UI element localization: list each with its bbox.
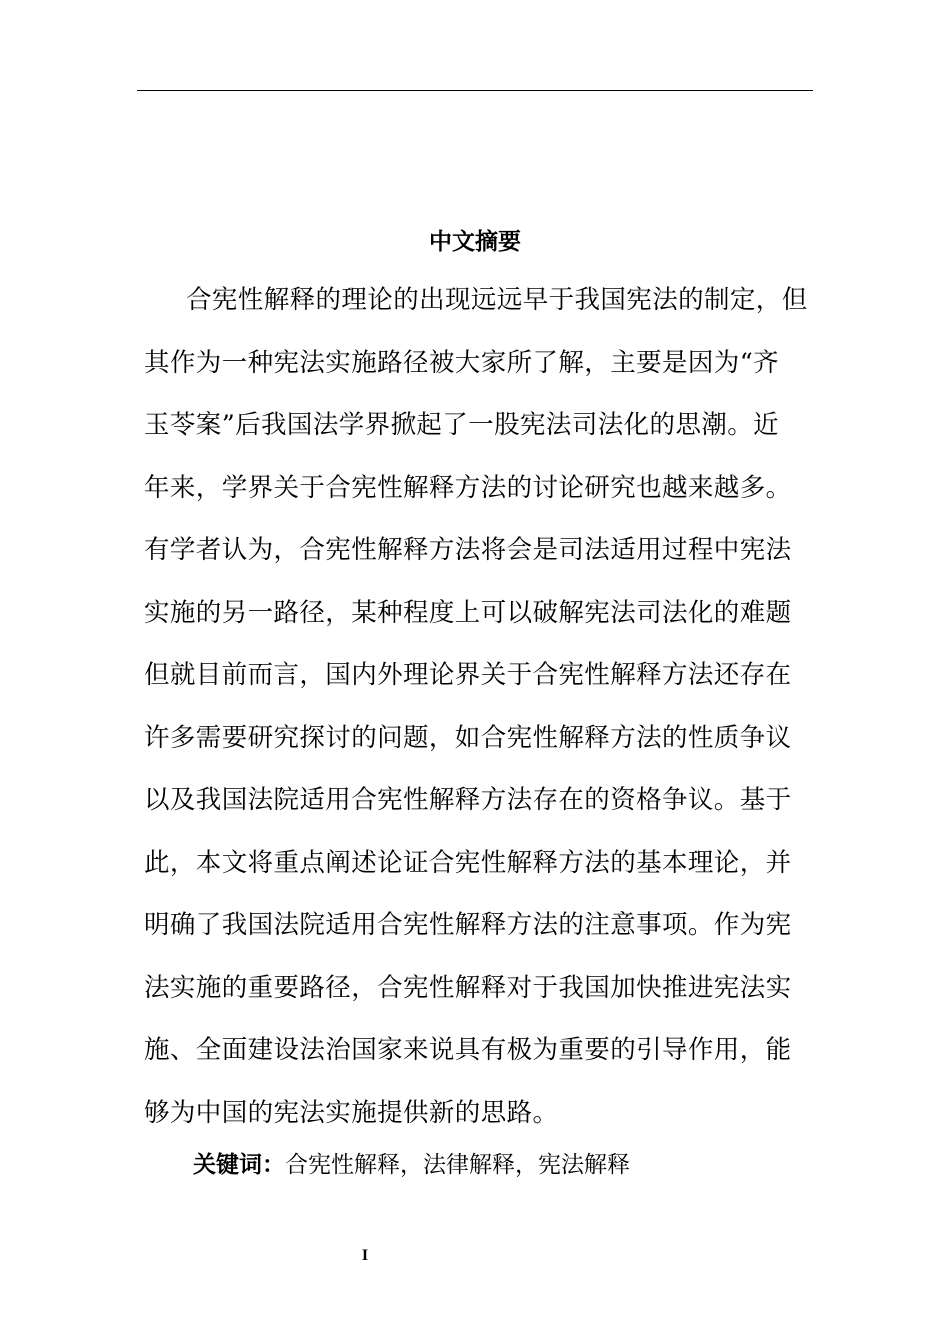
- abstract-line: 但就目前而言，国内外理论界关于合宪性解释方法还存在: [144, 660, 792, 690]
- abstract-body: [144, 281, 808, 1156]
- header-rule: [137, 90, 813, 91]
- abstract-line: 许多需要研究探讨的问题，如合宪性解释方法的性质争议: [144, 722, 792, 753]
- abstract-line: 明确了我国法院适用合宪性解释方法的注意事项。作为宪: [144, 910, 792, 940]
- abstract-line: 够为中国的宪法实施提供新的思路。: [144, 1097, 559, 1128]
- page-number: I: [361, 1247, 369, 1264]
- abstract-line: 实施的另一路径，某种程度上可以破解宪法司法化的难题: [144, 597, 792, 628]
- abstract-line: 年来，学界关于合宪性解释方法的讨论研究也越来越多。: [144, 472, 792, 503]
- abstract-line: 法实施的重要路径，合宪性解释对于我国加快推进宪法实: [144, 972, 792, 1003]
- keywords-value: 合宪性解释，法律解释，宪法解释: [285, 1152, 630, 1178]
- abstract-line: 合宪性解释的理论的出现远远早于我国宪法的制定，但: [186, 285, 808, 315]
- page-title: 中文摘要: [429, 229, 521, 255]
- abstract-line: 以及我国法院适用合宪性解释方法存在的资格争议。基于: [144, 785, 792, 815]
- keywords-line: [193, 1146, 630, 1184]
- abstract-line: 施、全面建设法治国家来说具有极为重要的引导作用，能: [144, 1035, 792, 1065]
- abstract-line: 其作为一种宪法实施路径被大家所了解，主要是因为“齐: [144, 347, 780, 378]
- abstract-line: 玉苓案”后我国法学界掀起了一股宪法司法化的思潮。近: [144, 410, 780, 440]
- abstract-line: 此，本文将重点阐述论证合宪性解释方法的基本理论，并: [144, 847, 792, 878]
- abstract-line: 有学者认为，合宪性解释方法将会是司法适用过程中宪法: [144, 535, 792, 565]
- keywords-label: 关键词：: [193, 1152, 285, 1178]
